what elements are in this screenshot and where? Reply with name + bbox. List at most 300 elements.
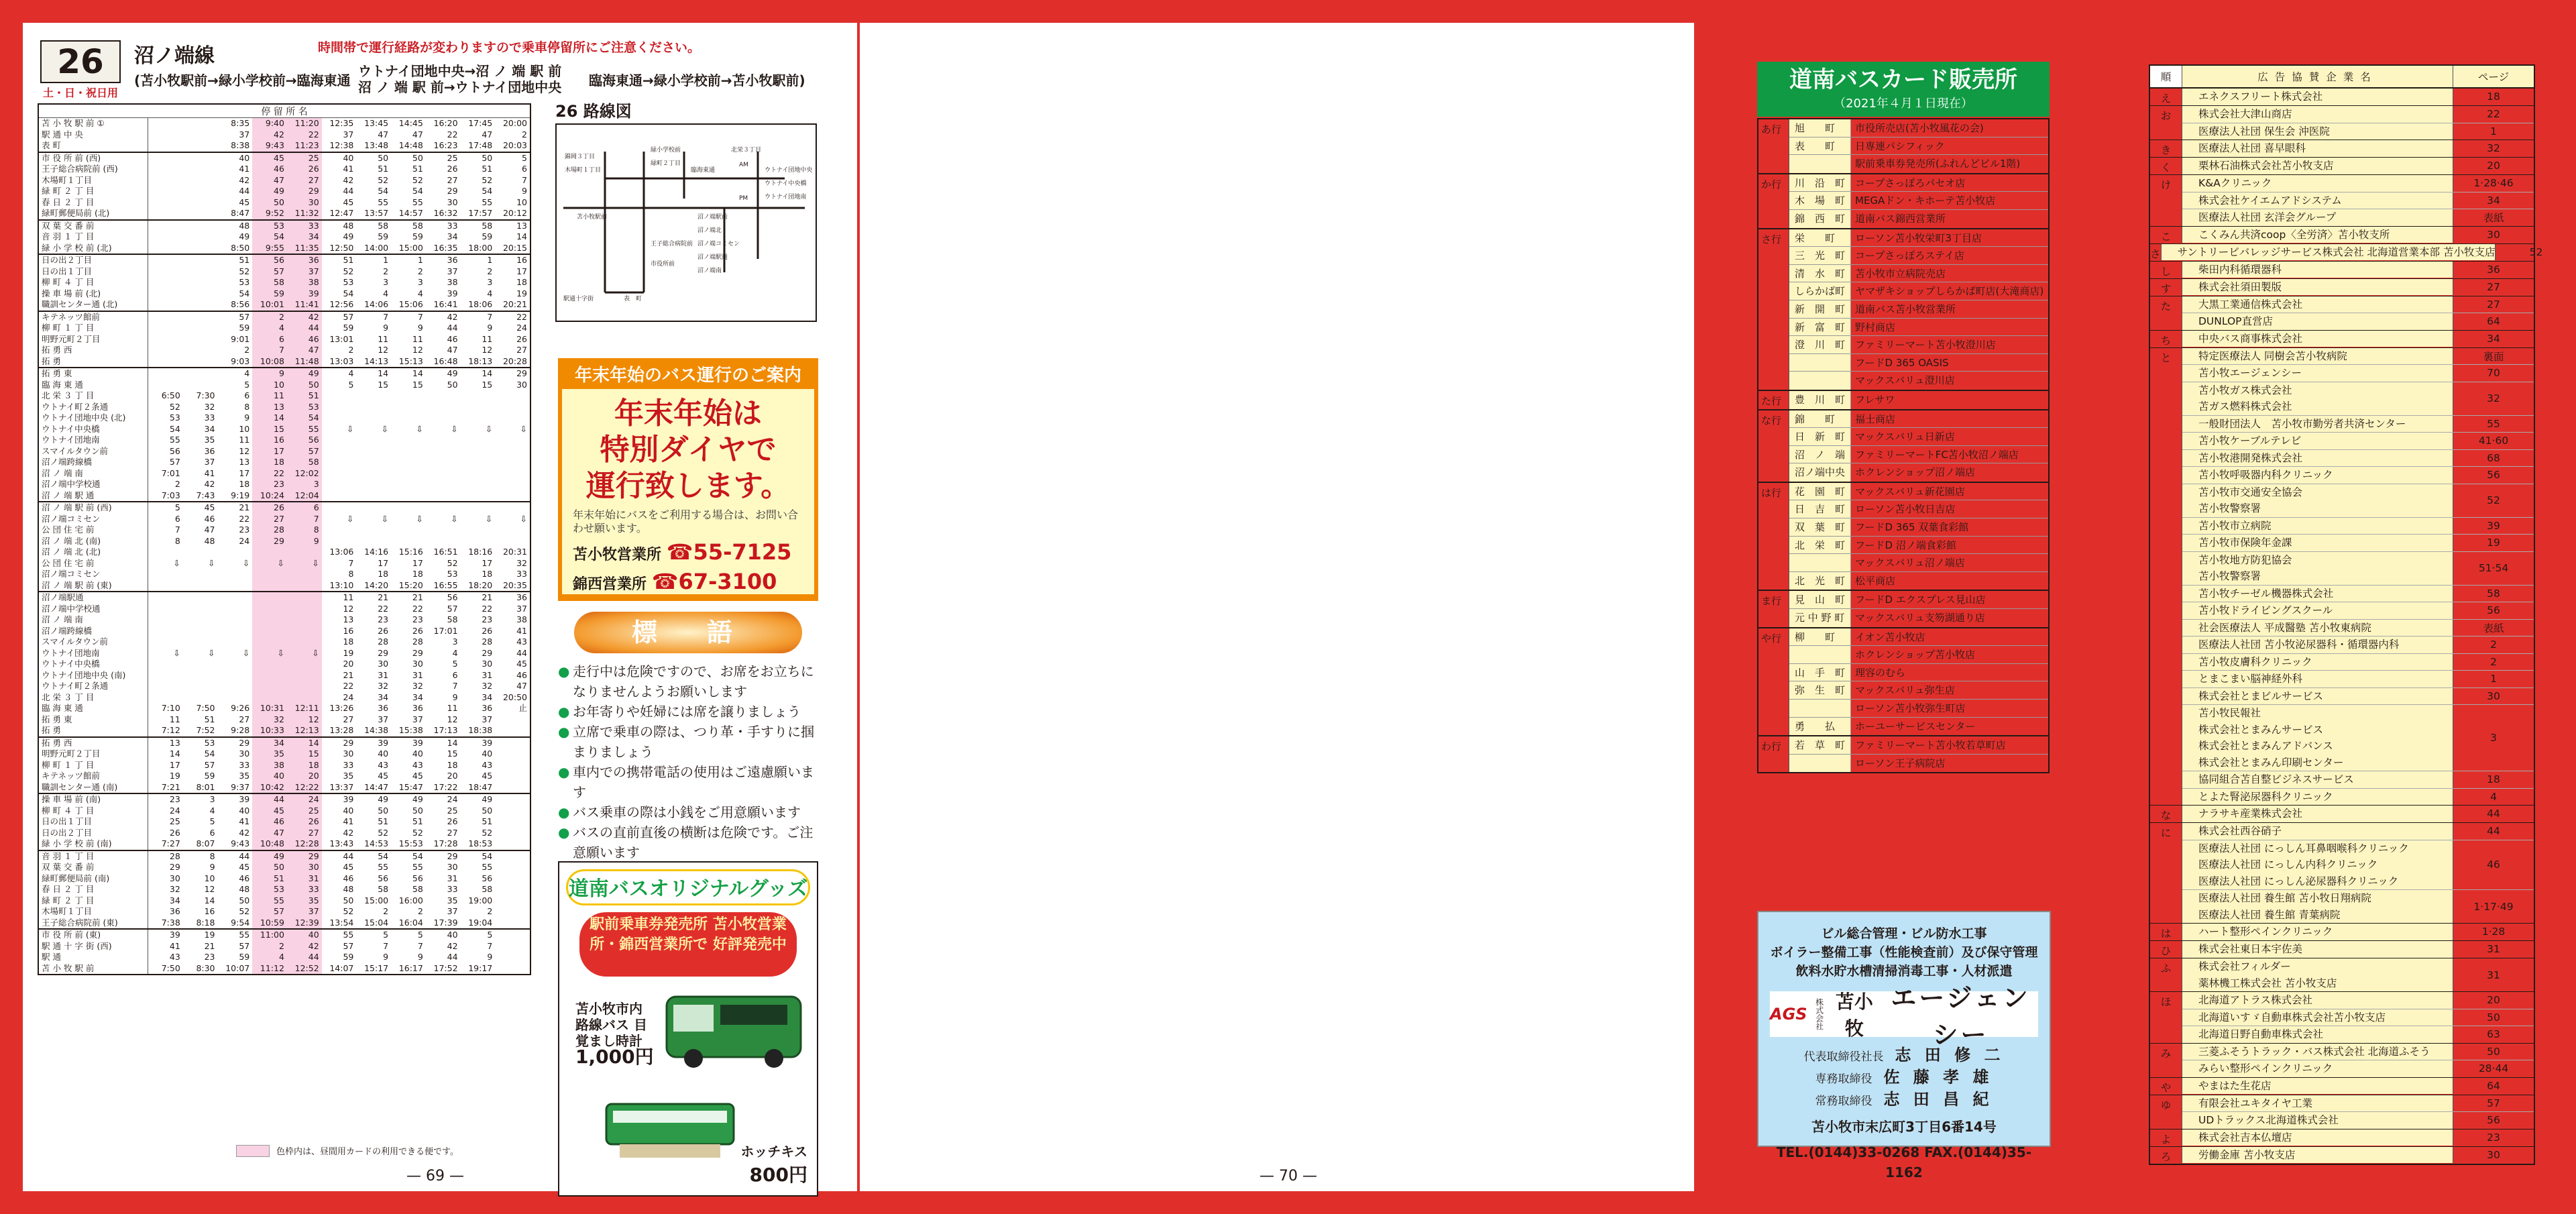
departure-time: 47 bbox=[378, 129, 389, 140]
departure-time: 39 bbox=[343, 794, 354, 804]
departure-time: 10:24 bbox=[252, 490, 287, 502]
departure-time bbox=[461, 402, 496, 413]
departure-time: 8 bbox=[174, 535, 180, 546]
departure-time: 57 bbox=[252, 266, 287, 278]
sponsor-name: みらい整形ペインクリニック bbox=[2182, 1060, 2453, 1077]
departure-time: 24 bbox=[447, 794, 458, 804]
departure-time: 50 bbox=[239, 895, 250, 905]
route-name: 沼ノ端線 bbox=[134, 44, 215, 68]
table-row bbox=[39, 580, 530, 592]
map-label-utonai-naka: ウトナイ中央橋 bbox=[765, 180, 807, 187]
departure-time bbox=[356, 457, 391, 468]
sponsor-name: 株式会社吉本仏壇店 bbox=[2182, 1129, 2453, 1146]
departure-time bbox=[218, 547, 253, 558]
departure-time: 15 bbox=[482, 379, 493, 390]
departure-time: 56 bbox=[252, 255, 287, 266]
sponsor-page: 56 bbox=[2487, 604, 2500, 617]
sponsor-names bbox=[2182, 941, 2453, 958]
departure-time: 35 bbox=[343, 771, 354, 781]
departure-time: 31 bbox=[378, 669, 389, 680]
sponsor-item bbox=[2182, 209, 2534, 226]
map-title: 26 路線図 bbox=[555, 102, 632, 121]
card-sellers-title: 道南バスカード販売所 bbox=[1789, 66, 2017, 93]
departure-time: 44 bbox=[343, 850, 354, 861]
table-row bbox=[39, 681, 530, 692]
table-row bbox=[39, 255, 530, 266]
departure-time: 17 bbox=[252, 446, 287, 457]
stop-name: 沼ノ端中学校通 bbox=[39, 604, 148, 615]
sponsor-name: やまはた生花店 bbox=[2182, 1078, 2453, 1095]
stop-name: 職訓センター通 (北) bbox=[39, 299, 148, 311]
card-seller-store: イオン苫小牧店 bbox=[1855, 630, 1925, 643]
card-seller-row bbox=[1789, 155, 2048, 173]
departure-time: 49 bbox=[252, 186, 287, 197]
sponsor-item bbox=[2162, 244, 2576, 261]
card-seller-area: 豊 川 町 bbox=[1789, 391, 1851, 409]
sponsor-items bbox=[2182, 924, 2534, 940]
departure-time: 54 bbox=[169, 423, 180, 434]
card-seller-store: マックスバリュ日新店 bbox=[1855, 431, 1955, 443]
card-seller-store: マックスバリュ支笏湖通り店 bbox=[1855, 612, 1985, 624]
departure-time: 44 bbox=[516, 647, 527, 658]
departure-time: 15 bbox=[412, 379, 423, 390]
sponsor-page: 1·28·46 bbox=[2473, 177, 2514, 190]
slogan-item: ● 車内での携帯電話の使用はご遠慮願います bbox=[558, 762, 826, 802]
timetable-block bbox=[39, 592, 530, 738]
sponsor-names bbox=[2182, 518, 2453, 535]
departure-time: 9:37 bbox=[231, 781, 250, 792]
departure-time bbox=[148, 277, 183, 288]
departure-time bbox=[495, 816, 530, 828]
stop-name: ウトナイ町２条通 bbox=[39, 402, 148, 413]
departure-time: ⇩ bbox=[208, 647, 215, 658]
departure-time bbox=[148, 569, 183, 580]
stop-name: 緑町郵便局前 (南) bbox=[39, 873, 148, 885]
departure-time: 41 bbox=[239, 816, 250, 826]
card-seller-area: 旭 町 bbox=[1789, 119, 1851, 137]
sponsor-names bbox=[2182, 348, 2453, 365]
departure-time: 7:01 bbox=[161, 467, 180, 478]
departure-time: ⇩ bbox=[252, 648, 287, 659]
sponsor-page: 32 bbox=[2487, 142, 2500, 155]
departure-time: 38 bbox=[447, 277, 458, 287]
departure-time: 16:20 bbox=[433, 118, 458, 128]
sponsor-items bbox=[2182, 331, 2534, 347]
sponsor-page: 30 bbox=[2487, 228, 2500, 241]
departure-time: 49 bbox=[482, 794, 493, 804]
departure-time: 36 bbox=[287, 255, 322, 266]
departure-time: 2 bbox=[244, 345, 250, 355]
stop-name: 市 役 所 前 (東) bbox=[39, 930, 148, 941]
sponsor-name: 医療法人社団 玄洋会グループ bbox=[2182, 209, 2453, 226]
sponsor-name: 医療法人社団 保生会 沖医院 bbox=[2182, 123, 2453, 140]
card-seller-row bbox=[1789, 718, 2048, 736]
stop-name: ウトナイ団地中央 (北) bbox=[39, 412, 148, 424]
card-seller-kana: わ行 bbox=[1758, 736, 1789, 772]
departure-time: 10:42 bbox=[252, 782, 287, 793]
departure-time bbox=[183, 659, 218, 670]
departure-time bbox=[495, 963, 530, 975]
departure-time: 36 bbox=[204, 445, 215, 456]
timetable-block bbox=[39, 221, 530, 256]
sponsor-names bbox=[2182, 890, 2453, 923]
table-row bbox=[39, 457, 530, 468]
sponsor-page: 28·44 bbox=[2478, 1062, 2509, 1075]
departure-time: 52 bbox=[378, 174, 389, 185]
departure-time: 9 bbox=[252, 368, 287, 380]
departure-time: 14 bbox=[412, 368, 423, 378]
departure-time: 4 bbox=[244, 368, 250, 378]
sponsor-name: 医療法人社団 喜早眼科 bbox=[2182, 140, 2453, 157]
departure-time: 5 bbox=[174, 502, 180, 512]
departure-time: 23 bbox=[169, 794, 180, 804]
departure-time: 58 bbox=[378, 884, 389, 894]
sponsor-kana: よ bbox=[2150, 1129, 2182, 1146]
departure-time: 45 bbox=[378, 771, 389, 781]
sponsor-items bbox=[2162, 244, 2576, 261]
departure-time: 7 bbox=[287, 514, 322, 525]
table-row bbox=[39, 952, 530, 963]
departure-time: 44 bbox=[252, 794, 287, 806]
departure-time: 54 bbox=[482, 850, 493, 861]
sponsor-kana: は bbox=[2150, 924, 2182, 940]
departure-time: 9 bbox=[487, 323, 493, 333]
card-seller-store: MEGAドン・キホーテ苫小牧店 bbox=[1855, 195, 1996, 207]
departure-time: 19:17 bbox=[468, 962, 493, 973]
departure-time: 47 bbox=[412, 129, 423, 140]
departure-time: 15 bbox=[378, 379, 389, 390]
departure-time: 11 bbox=[482, 333, 493, 344]
departure-time bbox=[495, 525, 530, 536]
sponsor-names bbox=[2182, 279, 2453, 296]
departure-time: 23 bbox=[482, 614, 493, 624]
card-seller-row bbox=[1789, 518, 2048, 537]
departure-time: 30 bbox=[239, 749, 250, 759]
departure-time: 28 bbox=[378, 637, 389, 647]
sponsor-page: 41·60 bbox=[2478, 435, 2509, 447]
departure-time bbox=[391, 412, 426, 424]
departure-time bbox=[148, 266, 183, 278]
departure-time bbox=[426, 502, 461, 514]
timetable-block bbox=[39, 312, 530, 369]
map-label-oji: 王子総合病院前 bbox=[651, 241, 693, 247]
table-row bbox=[39, 435, 530, 446]
departure-time: 33 bbox=[516, 569, 527, 579]
sponsor-kana: ひ bbox=[2150, 941, 2182, 958]
goods-item-clock: 苫小牧市内 路線バス 目覚まし時計 1,000円 bbox=[575, 1001, 654, 1068]
timetable-block bbox=[39, 368, 530, 502]
table-row bbox=[39, 345, 530, 356]
departure-time: 37 bbox=[482, 714, 493, 724]
sponsor-names bbox=[2162, 244, 2496, 261]
table-row bbox=[39, 692, 530, 704]
departure-time: 22 bbox=[343, 681, 354, 691]
sponsor-page: 18 bbox=[2487, 91, 2500, 103]
card-seller-row bbox=[1789, 354, 2048, 372]
departure-time bbox=[148, 197, 183, 209]
sponsor-group bbox=[2150, 992, 2534, 1044]
table-row bbox=[39, 221, 530, 232]
departure-time bbox=[495, 714, 530, 726]
departure-time: 55 bbox=[482, 862, 493, 872]
sponsor-kana: ろ bbox=[2150, 1147, 2182, 1164]
table-row bbox=[39, 558, 530, 569]
departure-time: 27 bbox=[447, 174, 458, 185]
sponsor-names bbox=[2182, 992, 2453, 1009]
departure-time: 56 bbox=[287, 435, 322, 446]
departure-time: 6 bbox=[522, 164, 527, 174]
table-row bbox=[39, 502, 530, 514]
stop-name: 日の出１丁目 bbox=[39, 816, 148, 828]
departure-time bbox=[426, 525, 461, 536]
departure-time: 44 bbox=[447, 323, 458, 333]
departure-time: 51 bbox=[412, 816, 423, 826]
departure-time bbox=[495, 771, 530, 782]
departure-time: 7:43 bbox=[196, 490, 215, 500]
departure-time bbox=[356, 446, 391, 457]
departure-time: ⇩ bbox=[381, 513, 389, 524]
table-row bbox=[39, 412, 530, 424]
departure-time: 12:28 bbox=[287, 838, 322, 850]
departure-time bbox=[148, 368, 183, 380]
card-seller-store: 日専連パシフィック bbox=[1855, 140, 1945, 152]
departure-time: 33 bbox=[287, 884, 322, 895]
card-seller-row bbox=[1789, 391, 2048, 409]
stop-name: 操 車 場 前 (北) bbox=[39, 288, 148, 300]
departure-time bbox=[495, 884, 530, 895]
departure-time: 46 bbox=[252, 816, 287, 828]
departure-time: 17:52 bbox=[433, 962, 458, 973]
departure-time bbox=[218, 637, 253, 648]
stop-name: 沼ノ端コミセン bbox=[39, 514, 148, 525]
departure-time bbox=[356, 435, 391, 446]
departure-time: 5 bbox=[487, 930, 493, 940]
sponsor-names bbox=[2182, 433, 2453, 449]
departure-time: 43 bbox=[516, 637, 527, 647]
departure-time: ⇩ bbox=[451, 513, 458, 524]
departure-time bbox=[183, 175, 218, 186]
departure-time: 40 bbox=[343, 805, 354, 816]
stop-name: ウトナイ町２条通 bbox=[39, 681, 148, 692]
departure-time bbox=[495, 918, 530, 929]
sponsor-items bbox=[2182, 1095, 2534, 1129]
departure-time: ⇩ bbox=[485, 423, 493, 434]
card-seller-store: フードD 365 双葉食彩館 bbox=[1855, 521, 1969, 534]
departure-time: 43 bbox=[412, 759, 423, 770]
departure-time: 59 bbox=[378, 231, 389, 241]
departure-time: 45 bbox=[204, 502, 215, 512]
departure-time: 16 bbox=[252, 435, 287, 446]
departure-time: 54 bbox=[343, 288, 354, 298]
sponsor-item bbox=[2182, 158, 2534, 174]
departure-time: 17:13 bbox=[433, 725, 458, 735]
sponsor-item bbox=[2182, 484, 2534, 518]
sponsor-page: 44 bbox=[2487, 808, 2500, 820]
card-seller-row bbox=[1789, 410, 2048, 429]
card-seller-row bbox=[1789, 247, 2048, 265]
table-row bbox=[39, 930, 530, 941]
departure-time: 40 bbox=[239, 152, 250, 163]
departure-time: 8 bbox=[287, 525, 322, 536]
departure-time: 51 bbox=[287, 390, 322, 402]
timetable-block bbox=[39, 118, 530, 153]
departure-time bbox=[148, 592, 183, 604]
departure-time: 15 bbox=[252, 424, 287, 435]
sponsor-page: 2 bbox=[2490, 639, 2497, 651]
departure-time: 53 bbox=[252, 221, 287, 232]
departure-time: 16:17 bbox=[398, 962, 423, 973]
departure-time: 39 bbox=[447, 288, 458, 298]
bus-stapler-image bbox=[600, 1091, 747, 1164]
goods-item-stapler: ホッチキス 800円 bbox=[740, 1144, 807, 1186]
departure-time: 20 bbox=[447, 771, 458, 781]
departure-time bbox=[183, 140, 218, 152]
card-seller-row bbox=[1789, 265, 2048, 283]
departure-time: ⇩ bbox=[520, 513, 527, 524]
departure-time bbox=[183, 580, 218, 592]
departure-time: 29 bbox=[378, 647, 389, 658]
departure-time: 11 bbox=[447, 703, 458, 713]
departure-time: 10 bbox=[204, 873, 215, 883]
sponsor-names bbox=[2182, 924, 2453, 940]
departure-time bbox=[148, 670, 183, 681]
sponsor-names bbox=[2182, 416, 2453, 433]
timetable-block bbox=[39, 851, 530, 930]
departure-time bbox=[148, 547, 183, 558]
departure-time bbox=[495, 838, 530, 850]
departure-time: 49 bbox=[252, 851, 287, 863]
table-row bbox=[39, 963, 530, 975]
route-map-svg bbox=[557, 125, 816, 321]
departure-time: 59 bbox=[252, 288, 287, 300]
sponsor-names bbox=[2182, 552, 2453, 585]
sponsor-page: 31 bbox=[2487, 943, 2500, 956]
departure-time bbox=[218, 659, 253, 670]
departure-time bbox=[287, 614, 322, 626]
departure-time: 15:53 bbox=[398, 838, 423, 848]
left-page bbox=[23, 23, 857, 1191]
departure-time: ⇩ bbox=[287, 558, 322, 569]
stop-name: 柳 町 ４ 丁 目 bbox=[39, 277, 148, 288]
departure-time bbox=[183, 288, 218, 300]
departure-time bbox=[322, 536, 357, 547]
departure-time: 50 bbox=[378, 152, 389, 163]
departure-time: 48 bbox=[343, 884, 354, 894]
table-row bbox=[39, 266, 530, 278]
stop-name: 春 日 ２ 丁 目 bbox=[39, 884, 148, 895]
sponsor-item bbox=[2182, 279, 2534, 296]
departure-time: 15:47 bbox=[398, 781, 423, 792]
sponsor-name: 苫小牧市交通安全協会 bbox=[2182, 484, 2453, 501]
departure-time: 29 bbox=[287, 851, 322, 863]
departure-time: 33 bbox=[447, 884, 458, 894]
table-row bbox=[39, 714, 530, 726]
departure-time: 14:00 bbox=[364, 242, 389, 253]
sponsor-page: 44 bbox=[2487, 825, 2500, 838]
sponsor-names bbox=[2182, 450, 2453, 467]
departure-time: 12 bbox=[447, 714, 458, 724]
departure-time bbox=[183, 380, 218, 391]
departure-time: 58 bbox=[378, 220, 389, 231]
departure-time bbox=[426, 490, 461, 502]
table-row bbox=[39, 390, 530, 402]
departure-time: 17:57 bbox=[468, 208, 493, 218]
sponsor-names bbox=[2182, 958, 2453, 991]
card-seller-store: ローソン苫小牧日吉店 bbox=[1855, 503, 1956, 516]
departure-time bbox=[495, 536, 530, 547]
sponsor-names bbox=[2182, 671, 2453, 687]
phone-kinsei: 錦西営業所 ☎67-3100 bbox=[573, 569, 777, 594]
sponsor-names bbox=[2182, 1060, 2453, 1077]
departure-time: 12:47 bbox=[329, 208, 354, 218]
departure-time: 44 bbox=[239, 850, 250, 861]
sponsor-name: 株式会社とまみんサービス bbox=[2182, 722, 2453, 738]
departure-time bbox=[183, 334, 218, 345]
card-seller-kana: か行 bbox=[1758, 174, 1789, 228]
stop-name: 柳 町 １ 丁 目 bbox=[39, 323, 148, 334]
departure-time bbox=[287, 626, 322, 637]
card-seller-row bbox=[1789, 174, 2048, 192]
table-row bbox=[39, 614, 530, 626]
departure-time: 7 bbox=[452, 681, 458, 691]
departure-time: 13:37 bbox=[329, 781, 354, 792]
sponsor-name: 苫ガス燃料株式会社 bbox=[2182, 398, 2453, 415]
departure-time: 11:12 bbox=[252, 963, 287, 975]
stop-name: 緑 小 学 校 前 (南) bbox=[39, 838, 148, 850]
route-number: 26 bbox=[40, 40, 121, 83]
departure-time: 29 bbox=[482, 647, 493, 658]
departure-time: 33 bbox=[239, 759, 250, 770]
sponsor-names bbox=[2182, 840, 2453, 890]
right-page bbox=[860, 23, 2543, 1191]
departure-time: 46 bbox=[204, 513, 215, 524]
sponsor-page: 27 bbox=[2487, 298, 2500, 311]
agency-service: ビル総合管理・ビル防水工事 bbox=[1821, 926, 1987, 941]
departure-time: 18:00 bbox=[468, 242, 493, 253]
departure-time: 30 bbox=[169, 873, 180, 883]
sponsor-page: 3 bbox=[2490, 732, 2497, 744]
sponsor-group bbox=[2150, 1129, 2534, 1147]
sponsor-item bbox=[2182, 1147, 2534, 1164]
departure-time: 42 bbox=[447, 311, 458, 322]
sponsor-name: 苫小牧チーゼル機器株式会社 bbox=[2182, 586, 2453, 602]
card-seller-area: 北 光 町 bbox=[1789, 572, 1851, 590]
sponsor-name: 医療法人社団 にっしん内科クリニック bbox=[2182, 857, 2453, 873]
card-seller-area: 川 沿 町 bbox=[1789, 174, 1851, 192]
departure-time: 51 bbox=[204, 714, 215, 724]
departure-time: 4 bbox=[348, 368, 354, 378]
departure-time: 30 bbox=[447, 197, 458, 207]
departure-time: 53 bbox=[287, 402, 322, 413]
sponsor-item bbox=[2182, 1078, 2534, 1095]
departure-time: 17:01 bbox=[433, 625, 458, 636]
departure-time: 12:04 bbox=[287, 490, 322, 502]
timetable bbox=[38, 103, 531, 975]
departure-time: 41 bbox=[239, 164, 250, 174]
sponsor-item bbox=[2182, 313, 2534, 330]
departure-time: 7 bbox=[252, 345, 287, 356]
sponsors-table bbox=[2149, 64, 2543, 1165]
departure-time: 42 bbox=[252, 129, 287, 141]
map-label-ekitsu: 駅通十字街 bbox=[563, 296, 594, 302]
departure-time: 52 bbox=[378, 827, 389, 838]
stop-name: ウトナイ団地南 bbox=[39, 435, 148, 446]
stop-name: 沼 ノ 端 駅 前 (西) bbox=[39, 502, 148, 514]
departure-time bbox=[148, 681, 183, 692]
departure-time: 37 bbox=[343, 129, 354, 140]
stop-name: 沼ノ端跨線橋 bbox=[39, 457, 148, 468]
map-label-utonai-s: ウトナイ団地南 bbox=[765, 194, 807, 201]
